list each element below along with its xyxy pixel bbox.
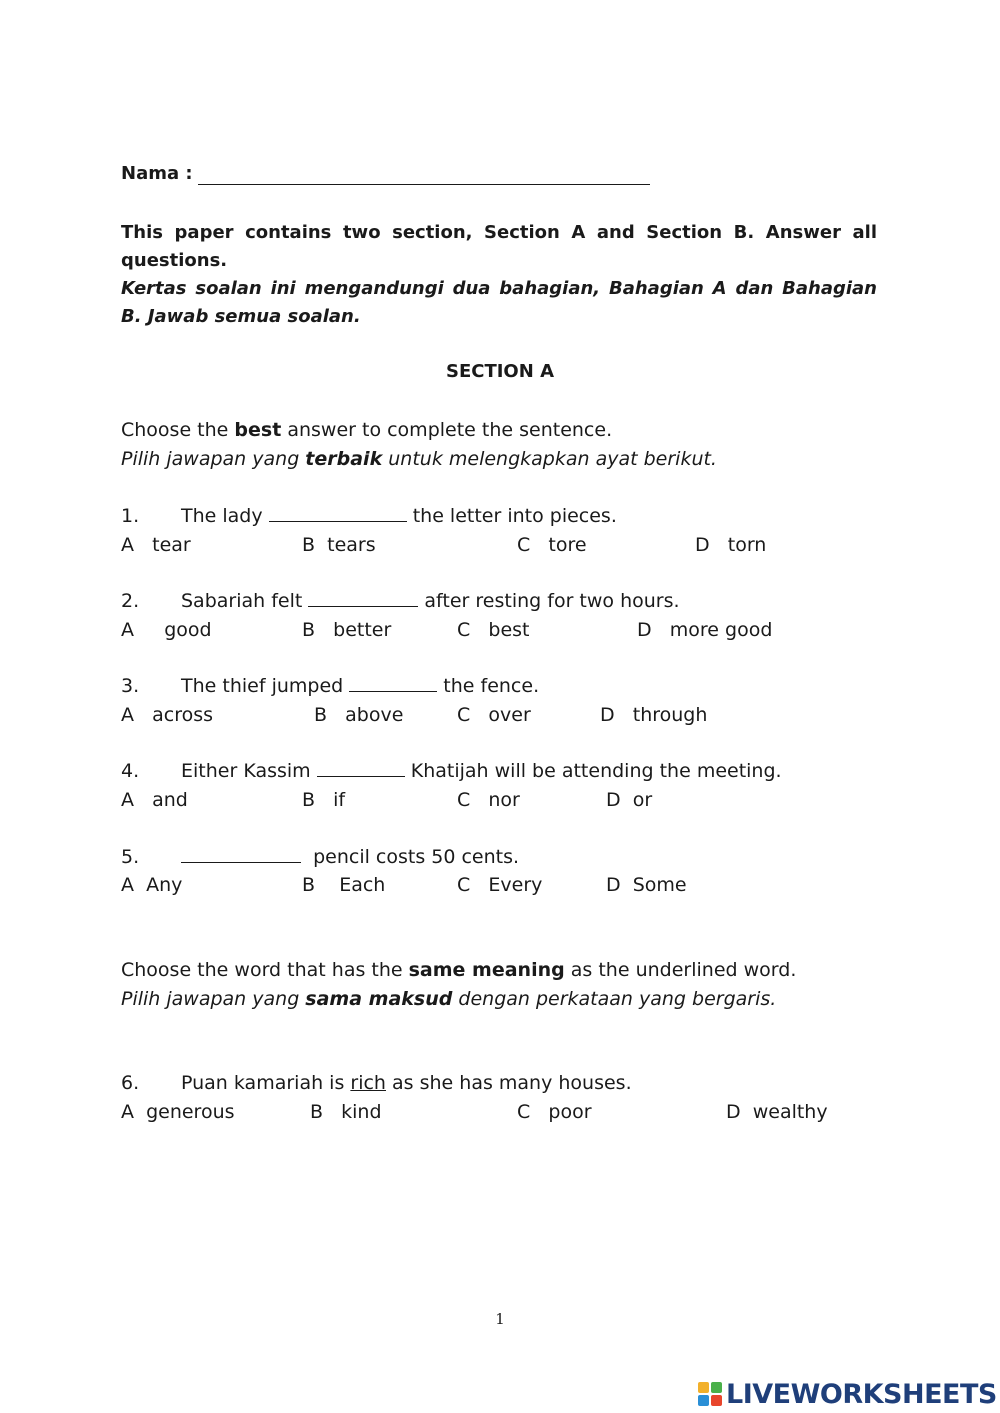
question-number: 3. [121,675,140,697]
option-d[interactable]: D through [600,704,708,726]
option-d[interactable]: D Some [606,874,687,896]
question-stem: The lady the letter into pieces. [181,505,617,527]
logo-mark-icon [698,1382,722,1406]
question-stem: Puan kamariah is rich as she has many houses. [181,1072,632,1094]
option-a[interactable]: A good [121,619,212,641]
answer-blank[interactable] [181,845,301,863]
liveworksheets-logo [698,1378,997,1410]
option-c[interactable]: C nor [457,789,520,811]
option-c[interactable]: C best [457,619,530,641]
underlined-word: rich [350,1072,386,1094]
option-c[interactable]: C tore [517,534,587,556]
section-title: SECTION A [445,361,554,382]
option-d[interactable]: D more good [637,619,773,641]
option-a[interactable]: A tear [121,534,191,556]
answer-blank[interactable] [349,674,437,692]
logo-square-1 [698,1382,709,1393]
option-a[interactable]: A generous [121,1101,235,1123]
question-stem: The thief jumped the fence. [181,675,540,697]
instructions-malay: Kertas soalan ini mengandungi dua bahagian, Bahagian A dan Bahagian B. Jawab semua soalan. [121,278,877,327]
part2-instruction-malay: Pilih jawapan yang sama maksud dengan perkataan yang bergaris. [121,988,777,1010]
instructions-english: This paper contains two section, Section A and Section B. Answer all questions. [121,222,877,271]
answer-blank[interactable] [317,759,405,777]
name-label: Nama : [121,163,193,184]
question-number: 4. [121,760,140,782]
page-number: 1 [495,1310,505,1328]
option-b[interactable]: B above [314,704,404,726]
option-d[interactable]: D wealthy [726,1101,828,1123]
option-b[interactable]: B kind [310,1101,382,1123]
question-number: 2. [121,590,140,612]
option-c[interactable]: C over [457,704,531,726]
option-a[interactable]: A and [121,789,188,811]
part2-instruction-english: Choose the word that has the same meaning as the underlined word. [121,959,797,981]
option-b[interactable]: B better [302,619,392,641]
name-field-line[interactable] [198,184,650,185]
logo-square-4 [711,1395,722,1406]
question-number: 1. [121,505,140,527]
part1-instruction-english: Choose the best answer to complete the sentence. [121,419,613,441]
question-stem: Either Kassim Khatijah will be attending the meeting. [181,760,782,782]
option-b[interactable]: B Each [302,874,386,896]
part1-instruction-malay: Pilih jawapan yang terbaik untuk melengkapkan ayat berikut. [121,448,717,470]
option-b[interactable]: B tears [302,534,376,556]
logo-square-2 [711,1382,722,1393]
question-stem: pencil costs 50 cents. [181,845,519,869]
option-b[interactable]: B if [302,789,346,811]
option-a[interactable]: A Any [121,874,183,896]
question-number: 5. [121,846,140,868]
option-a[interactable]: A across [121,704,214,726]
answer-blank[interactable] [269,504,407,522]
option-c[interactable]: C Every [457,874,543,896]
option-d[interactable]: D or [606,789,653,811]
question-stem: Sabariah felt after resting for two hours. [181,590,680,612]
question-number: 6. [121,1072,140,1094]
logo-text: LIVEWORKSHEETS [726,1378,997,1410]
instructions [121,219,877,331]
answer-blank[interactable] [308,589,418,607]
logo-square-3 [698,1395,709,1406]
option-d[interactable]: D torn [695,534,767,556]
option-c[interactable]: C poor [517,1101,592,1123]
